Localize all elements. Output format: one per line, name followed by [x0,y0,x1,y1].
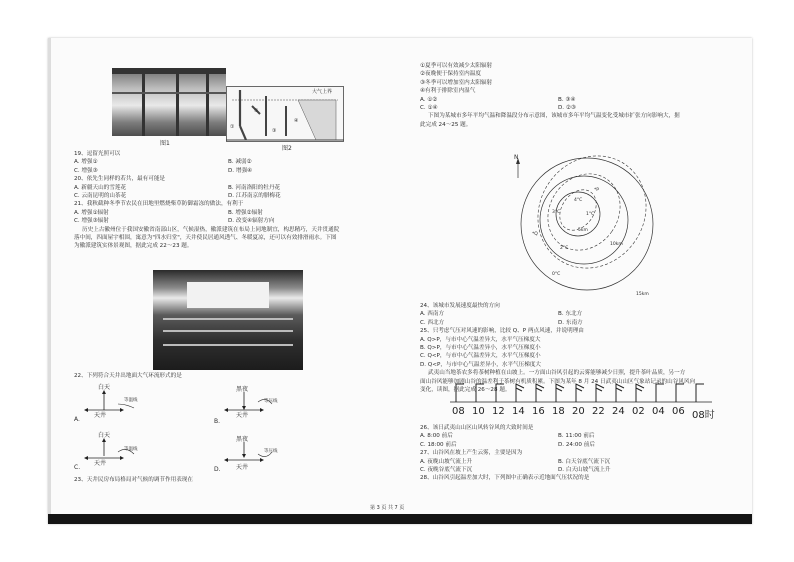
intro-paragraph-line: 下图为某城市多年平均气温和降温段分布示意图，该城市多年平均气温变化受城市扩张方向影响大，据 [428,113,680,120]
paper-edge [48,38,51,518]
wind-barb [616,384,624,402]
fig2-caption: 图2 [282,145,292,152]
option: B. 11:00 前后 [558,433,595,440]
panel-c-top: 白天 [98,432,111,439]
option: A. 增强①辐射 [74,209,109,216]
option: A. Q>P，与市中心气温差异大，水平气压梯度大 [420,336,541,343]
option: B. 白天谷底气流下沉 [558,458,611,465]
time-label: 18 [552,406,565,417]
statement: ③冬季可以增加室内太阳辐射 [420,79,493,86]
panel-d-letter: D. [214,466,221,473]
option: D. 东南方 [558,319,583,326]
option: B. 河南洛阳的牡丹花 [228,184,281,191]
panel-b-well: 天井 [236,412,249,419]
scan-border [48,514,752,524]
fig2-num-1: ① [230,124,235,130]
panel-b-top: 黑夜 [236,386,249,393]
option: C. Q<P，与市中心气温差异大，水平气压梯度小 [420,353,541,360]
time-label: 14 [512,406,525,417]
option: B. 增强②辐射 [228,209,263,216]
wind-barb [676,384,684,402]
option: A. 新疆天山的雪莲花 [74,184,127,191]
north-label: N [514,154,519,161]
panel-a-iso: 等温线 [124,398,138,403]
option: D. ②③ [558,105,576,112]
wind-barb [476,384,484,402]
time-label: 20 [572,406,585,417]
wind-direction-chart [450,378,720,421]
intro-paragraph-line: 武夷山当地茶农多将茶树种植在山坡上。一方面山谷风引起的云雾能够减少日照，提升茶叶品质，另一方 [428,370,686,377]
right-column-upper [420,62,740,129]
temp-3: 3°C [552,210,561,215]
atmosphere-top-label: 大气上界 [312,89,333,95]
intro-paragraph-line: 此完成 24～25 题。 [420,121,472,128]
right-column-bottom [420,424,740,483]
temp-0: 0°C [552,272,561,277]
panel-c-letter: C. [74,464,81,471]
option: C. ①④ [420,105,438,112]
statement: ④有利于排除室内湿气 [420,88,476,95]
panel-a-well: 天井 [94,412,107,419]
fig2-num-4: ④ [294,118,299,124]
option: C. 云南昆明的山茶花 [74,193,127,200]
wind-barb [696,384,704,402]
option: B. 东北方 [558,311,583,318]
dist-15: 15km [636,292,649,297]
temp-1: 1°C [586,212,595,217]
question-27-options [420,458,740,475]
wind-barb [516,384,524,402]
option: D. 改变④辐射方向 [228,218,275,225]
option: A. 增强① [74,159,98,166]
panel-d-well: 天井 [236,464,249,471]
dist-5: 5km [578,228,588,233]
panel-b-iso: 等压线 [264,399,278,404]
question-21: 21、我秋截种冬季节农民在田地里燃烧柴草防御霜冻的做法，有利于 [74,201,244,208]
question-28: 28、山谷风引起温差加大时，下列图中正确表示近地面气压状况的是 [420,475,590,482]
option: A. 夜晚山坡气流上升 [420,458,473,465]
time-label: 04 [652,406,665,417]
panel-b-letter: B. [214,418,221,425]
point-q: *Q [532,232,538,237]
option: B. 减弱② [228,159,252,166]
option: C. 夜晚谷底气流下沉 [420,467,473,474]
city-isotherm-map [512,152,662,302]
time-label: 16 [532,406,545,417]
time-label: 08 [452,406,465,417]
wind-barb [576,384,584,402]
option: A. 8:00 前后 [420,433,453,440]
page-footer: 第 3 页 共 7 页 [370,505,405,511]
panel-a-letter: A. [74,416,80,423]
option: D. 白天山坡气流上升 [558,467,611,474]
left-column-upper [74,150,374,251]
option: D. Q<P，与市中心气温差异小，水平气压梯度大 [420,361,542,368]
question-24: 24、该城市发展速度最快的方向 [420,303,500,309]
wind-barb [596,384,604,402]
intro-paragraph-line: 落中间，四面屋宇相围，寓意为"四水归堂"，天井使民居通风透气、冬暖夏凉，还可以有效排滑雨水。下图 [74,235,337,242]
panel-d-top: 黑夜 [236,436,249,443]
wind-barb [636,384,644,402]
question-27: 27、山谷风在坡上产生云雾，主要是因为 [420,450,523,457]
option: A. ①② [420,96,438,103]
question-24-options [420,310,740,327]
intro-paragraph-line: 面山谷风能够加剧山谷的温差利于茶树有机质积累。下图为某年 8 月 24 日武夷山山区气象站记录的山谷风风向 [420,378,696,385]
question-21-options [74,209,374,226]
intro-paragraph-line: 历史上古徽州位于我国安徽省南部山区，气候湿热，徽派建筑在布局上同地制宜，构思精巧，天井贯通院 [82,226,340,233]
question-26-options [420,432,740,449]
temp-4: 4°C [574,198,583,203]
option: C. 18:00 前后 [420,441,457,448]
option: C. 增强③ [74,167,98,174]
question-20: 20、依先生同样的若共，最有可能是 [74,176,166,183]
time-label: 08时 [692,410,715,421]
statement: ①夏季可以有效减少太阳辐射 [420,63,493,69]
wind-barb [496,384,504,402]
intro-paragraph-line: 为徽派建筑实体景观图，据此完成 22～23 题。 [74,243,193,250]
wind-barb [656,384,664,402]
wind-barb [556,384,564,402]
temp-2: 2°C [560,246,569,251]
statement: ②夜晚便于保持室内温度 [420,71,481,78]
time-label: 10 [472,406,485,417]
question-19: 19、逗留光照可以 [74,151,121,157]
panel-c-well: 天井 [94,460,107,467]
fig2-num-2: ② [254,108,259,114]
time-label: 02 [632,406,645,417]
time-label: 22 [592,406,605,417]
question-25: 25、只考虑气压对风速的影响，比较 Q、P 两点风速，并说明理由 [420,328,584,335]
wind-barb [456,384,464,402]
option: B. ③④ [558,96,576,103]
question-22: 22、下列符合天井出地面大气环流形式的是 [74,373,182,379]
panel-d-iso: 等压线 [264,449,278,454]
option: C. 西北方 [420,319,445,326]
time-label: 12 [492,406,505,417]
intro-paragraph-line: 变化，读图，据此完成 26～28 题。 [420,387,511,394]
question-19-options [74,158,374,175]
greenhouse-photo [112,68,226,136]
point-p: *P [594,188,599,193]
option: C. 增强③辐射 [74,218,109,225]
time-label: 24 [612,406,625,417]
time-label: 06 [672,406,685,417]
panel-a-top: 白天 [98,384,111,391]
option: D. 增强④ [228,167,253,174]
wind-barb [536,384,544,402]
wind-barbs [450,378,720,406]
option: B. Q>P，与市中心气温差异小，水平气压梯度小 [420,345,541,352]
question-20-options [74,184,374,201]
fig2-num-3: ③ [272,128,277,134]
option: A. 西南方 [420,311,445,318]
question-23: 23、天井民房布局格局对气候的调节作用表现在 [74,477,193,483]
option: D. 24:00 前后 [558,441,595,448]
statement-options [420,96,740,113]
fig1-caption: 图1 [160,140,170,147]
question-26: 26、该日武夷山山区山风转谷风的大致时间是 [420,425,534,431]
panel-c-iso: 等温线 [124,447,138,452]
option: D. 江苏南京的腊梅花 [228,193,281,200]
courtyard-photo [153,270,303,370]
dist-10: 10km [610,242,623,247]
